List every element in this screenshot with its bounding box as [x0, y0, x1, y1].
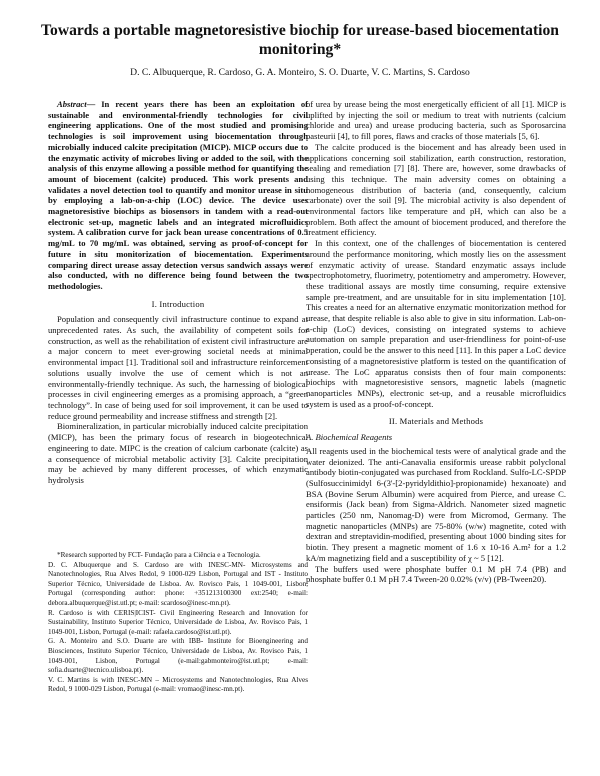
reagents-subheading: A. Biochemical Reagents [306, 432, 393, 443]
footnote-affiliation-1: D. C. Albuquerque and S. Cardoso are with INESC-MN- Microsystems and Nanotechnologies, Rua Alves Redol, 9 1000-029 Lisbon, Portugal and IST - Instituto Superior Técnico, Universidade de Lisboa. Av. Rovisco Pais, 1 1049-001, Lisbon, Portugal (corresponding author: phone: +351213100300 ext:2540; e-mail: debora.albuquerque@ist.utl.pt; e-mail: scardoso@inesc-mn.pt). [48, 560, 308, 607]
intro-paragraph-1: Population and consequently civil infrastructure continue to expand at unprecedented rates. As such, the availability of competent soils for construction, as well as the rehabilitation of existent civil infrastructure are a major concern to meet ever-growing societal needs at minimal environmental impact [1]. Traditional soil and infrastructure reinforcement solutions usually involve the use of cement which is not an environmentally-friendly technique. As such, the harnessing of biological processes in civil engineering emerges as a promising approach, a “green technology”. In case of being used for soil improvement, it can be used to reduce ground permeability and increase stiffness and strength [2]. [48, 314, 308, 421]
methods-paragraph-1: All reagents used in the biochemical tests were of analytical grade and the water deionized. The anti-Canavalia ensiformis urease rabbit polyclonal antibody biotin-conjugated was purchased from Rockland. Sulfo-LC-SPDP (Sulfosuccinimidyl 6-(3'-[2-pyridyldithio]-propionamide) hexanoate) and BSA (Bovine Serum Albumin) were acquired from Pierce, and urease C. ensiformis (Jack bean) from Sigma-Aldrich. Nanometer sized magnetic particles (250 nm, Nanomag-D) were from Micromod, Germany. The magnetic nanoparticles (MNPs) are 75-80% (w/w) magnetite, coted with dextran and streptavidin-modified, presenting about 1000 binding sites for biotin. They present a magnetic moment of 1.6 x 10-16 A.m² for a 1.2 kA/m magnetizing field and a susceptibility of χ ~ 5 [12]. [306, 445, 566, 563]
introduction-heading: I. Introduction [151, 298, 205, 309]
abstract [48, 99, 308, 292]
footnote-affiliation-2: R. Cardoso is with CERIS|ICIST- Civil Engineering Research and Innovation for Sustainability, Instituto Superior Técnico, Universidade de Lisboa, Av. Rovisco Pais, 1 1049-001, Lisbon, Portugal (e-mail: rafaela.cardoso@ist.utl.pt). [48, 608, 308, 636]
methods-paragraph-2: The buffers used were phosphate buffer 0.1 M pH 7.4 (PB) and phosphate buffer 0.1 M pH 7.4 Tween-20 0.02% (v/v) (PB-Tween20). [306, 563, 566, 585]
intro-paragraph-4: The calcite produced is the biocement and has already been used in applications concerning soil stabilization, earth construction, restoration, sealing and remediation [7] [8]. There are, however, some drawbacks of using this technique. The main adversity comes on obtaining a homogeneous distribution of bacteria (and, consequently, calcium carbonate) over the soil [9]. The microbial activity is also dependent of environmental factors like temperature and pH, which can also be a problem. Both affect the amount of biocement produced, and therefore the treatment efficiency. [306, 141, 566, 238]
author-list: D. C. Albuquerque, R. Cardoso, G. A. Monteiro, S. O. Duarte, V. C. Martins, S. Cardoso [130, 67, 470, 78]
intro-paragraph-2: Biomineralization, in particular microbially induced calcite precipitation (MICP), has been the primary focus of research in biogeotechnical engineering to date. MIPC is the creation of calcium carbonate (calcite) as a consequence of microbial metabolic activity [3]. Calcite precipitation may be achieved by many different processes, of which enzymatic hydrolysis [48, 421, 308, 485]
footnote-affiliation-4: V. C. Martins is with INESC-MN – Microsystems and Nanotechnologies, Rua Alves Redol, 9 1000-029 Lisbon, Portugal (e-mail: vromao@inesc-mn.pt). [48, 675, 308, 694]
methods-heading: II. Materials and Methods [388, 416, 484, 427]
left-column [48, 99, 308, 486]
intro-paragraph-5: In this context, one of the challenges of biocementation is centered around the performance monitoring, which mostly lies on the assessment of enzymatic activity of urease. Standard enzymatic assays include spectrophotometry, fluorimetry, potentiometry and amperometry. However, these traditional assays are mostly time consuming, require extensive sample pre-treatment, and are unsuitable for in situ implementation [10]. This creates a need for an alternative enzymatic monitorization method for urease, that despite reliable is also able to give in situ information. Lab-on-a-chip (LoC) devices, consisting on integrated systems to achieve automation on sample preparation and user-friendliness for point-of-use operation, could be the answer to this need [11]. In this paper a LoC device consisting of a magnetoresistive platform is tested on the quantification of urease. The LoC apparatus consists then of four main components: biochips with magnetoresistive sensors, magnetic labels (magnetic nanoparticles MNPs), electronic set-up, and a reusable microfluidics system is used as a proof-of-concept. [306, 238, 566, 409]
footnotes [48, 551, 308, 695]
right-column [306, 99, 566, 585]
paper-title: Towards a portable magnetoresistive biochip for urease-based biocementation monitoring* [41, 22, 559, 58]
abstract-lead: Abstract [57, 99, 87, 109]
footnote-affiliation-3: G. A. Monteiro and S.O. Duarte are with IBB- Institute for Bioengineering and Biosciences, Instituto Superior Técnico, Universidade de Lisboa, Av. Rovisco Pais, 1 1049-001, Lisbon, Portugal (e-mail:gabmonteiro@ist.utl.pt; e-mail: sofia.duarte@tecnico.ulisboa.pt). [48, 637, 308, 675]
intro-paragraph-3: of urea by urease being the most energetically efficient of all [1]. MICP is uplifted by injecting the soil or medium to treat with nutrients (calcium chloride and urea) and urease producing bacteria, such as Sporosarcina pasteurii [4], to fill pores, flaws and cracks of those materials [5, 6]. [306, 99, 566, 142]
footnote-funding: *Research supported by FCT- Fundação para a Ciência e a Tecnologia. [57, 551, 261, 559]
abstract-text: — In recent years there has been an exploitation of sustainable and environmental-friendly technologies for civil engineering applications. One of the most studied and promising technologies is soil improvement using biocementation through microbially induced calcite precipitation (MICP). MICP occurs due to the enzymatic activity of microbes living or added to the soil, with the analysis of this enzyme allowing a possible method for quantifying the amount of biocement (calcite) produced. This work presents and validates a novel detection tool to quantify and monitor urease in situ by employing a lab-on-a-chip (LOC) device. The device uses magnetoresistive biochips as biosensors in tandem with a read-out electronic set-up, magnetic labels and an integrated microfluidics system. A calibration curve for jack bean urease concentrations of 0.5 mg/mL to 70 mg/mL was obtained, serving as proof-of-concept for future in situ monitorization of biocementation. Experiments comparing direct urease assay detection versus sandwich assays were also conducted, with no difference being found between the two methodologies. [48, 99, 308, 291]
